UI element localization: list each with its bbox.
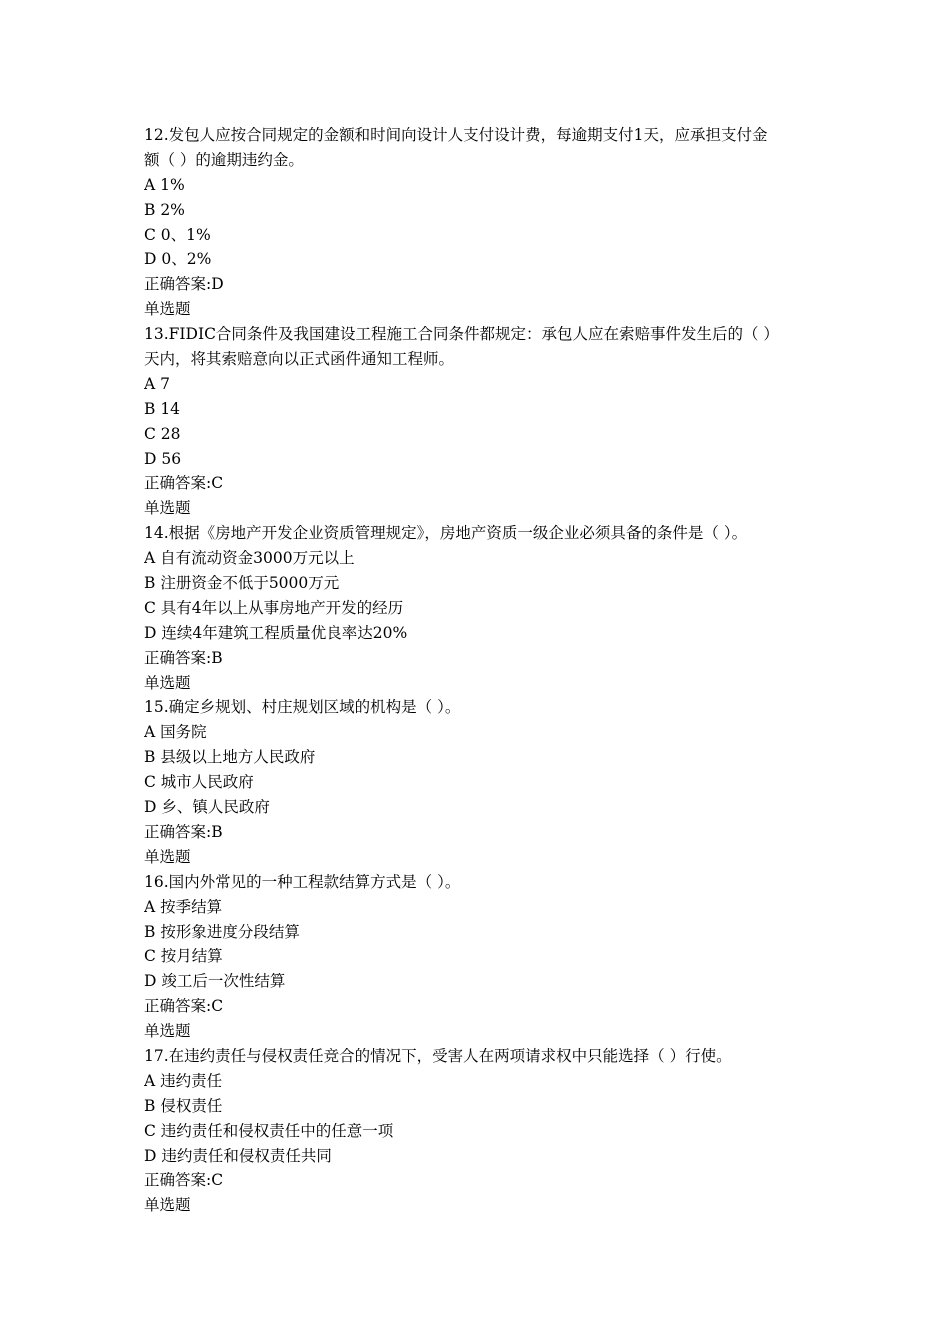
option-c: C 具有4年以上从事房地产开发的经历: [144, 598, 404, 617]
question-stem-line: 16.国内外常见的一种工程款结算方式是（ ）。: [144, 872, 461, 891]
question-stem-line: 额（ ）的逾期违约金。: [144, 150, 304, 169]
question-15: [144, 695, 814, 869]
option-c: C 0、1%: [144, 225, 211, 244]
correct-answer: 正确答案:D: [144, 275, 224, 294]
option-b: B 侵权责任: [144, 1096, 223, 1115]
question-12: [144, 123, 814, 322]
question-type: 单选题: [144, 499, 191, 518]
correct-answer: 正确答案:C: [144, 1171, 224, 1190]
question-type: 单选题: [144, 300, 191, 319]
option-c: C 违约责任和侵权责任中的任意一项: [144, 1121, 394, 1140]
option-a: A 按季结算: [144, 897, 223, 916]
question-17: [144, 1044, 814, 1218]
question-14: [144, 521, 814, 695]
question-stem-line: 17.在违约责任与侵权责任竞合的情况下，受害人在两项请求权中只能选择（ ）行使。: [144, 1046, 732, 1065]
option-c: C 城市人民政府: [144, 773, 254, 792]
question-stem-line: 14.根据《房地产开发企业资质管理规定》，房地产资质一级企业必须具备的条件是（ ）。: [144, 524, 748, 543]
option-d: D 0、2%: [144, 250, 212, 269]
option-b: B 按形象进度分段结算: [144, 922, 300, 941]
question-type: 单选题: [144, 847, 191, 866]
option-b: B 2%: [144, 200, 185, 219]
option-b: B 14: [144, 399, 181, 418]
option-d: D 56: [144, 449, 182, 468]
correct-answer: 正确答案:B: [144, 822, 223, 841]
question-type: 单选题: [144, 1196, 191, 1215]
option-d: D 竣工后一次性结算: [144, 972, 286, 991]
question-stem-line: 15.确定乡规划、村庄规划区域的机构是（ ）。: [144, 698, 461, 717]
option-c: C 按月结算: [144, 947, 223, 966]
option-d: D 连续4年建筑工程质量优良率达20%: [144, 623, 408, 642]
option-a: A 自有流动资金3000万元以上: [144, 549, 355, 568]
option-d: D 乡、镇人民政府: [144, 798, 270, 817]
correct-answer: 正确答案:C: [144, 997, 224, 1016]
option-a: A 1%: [144, 175, 185, 194]
option-d: D 违约责任和侵权责任共同: [144, 1146, 332, 1165]
question-type: 单选题: [144, 673, 191, 692]
question-stem-line: 12.发包人应按合同规定的金额和时间向设计人支付设计费，每逾期支付1天，应承担支付金: [144, 126, 768, 144]
question-stem-line: 天内，将其索赔意向以正式函件通知工程师。: [144, 350, 455, 369]
option-c: C 28: [144, 424, 181, 443]
document-page: [144, 123, 814, 1218]
option-a: A 违约责任: [144, 1071, 223, 1090]
option-a: A 7: [144, 374, 170, 393]
correct-answer: 正确答案:B: [144, 648, 223, 667]
question-13: [144, 322, 814, 521]
correct-answer: 正确答案:C: [144, 474, 224, 493]
option-a: A 国务院: [144, 723, 207, 742]
question-16: [144, 870, 814, 1044]
option-b: B 注册资金不低于5000万元: [144, 574, 340, 593]
question-stem-line: 13.FIDIC合同条件及我国建设工程施工合同条件都规定：承包人应在索赔事件发生后的（ ）: [144, 325, 779, 344]
option-b: B 县级以上地方人民政府: [144, 748, 316, 767]
question-type: 单选题: [144, 1022, 191, 1041]
